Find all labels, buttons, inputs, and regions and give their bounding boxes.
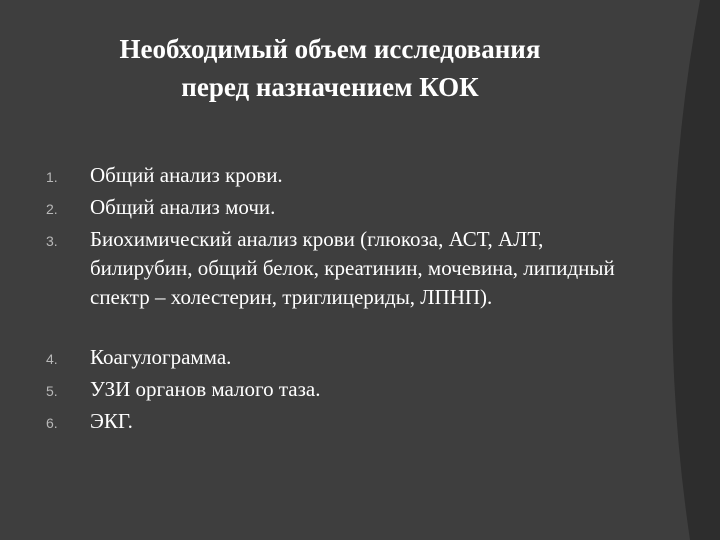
list-item-number: 1. [46,169,58,185]
title-line-2: перед назначением КОК [181,72,479,102]
list-item-number: 4. [46,351,58,367]
list-item-text: Коагулограмма. [90,345,232,369]
list-item-text: Общий анализ мочи. [90,195,276,219]
list-item-text: ЭКГ. [90,409,133,433]
list-item-text: Биохимический анализ крови (глюкоза, АСТ, АЛТ, билирубин, общий белок, креатинин, мочевина, липидный спектр – холестерин, триглицериды, ЛПНП). [90,227,615,309]
list-item-number: 2. [46,201,58,217]
list-item-text: УЗИ органов малого таза. [90,377,321,401]
slide-title [70,30,590,106]
list-item-number: 6. [46,415,58,431]
title-line-1: Необходимый объем исследования [119,34,541,64]
list-item-text: Общий анализ крови. [90,163,283,187]
list-item-number: 3. [46,233,58,249]
list-item-number: 5. [46,383,58,399]
